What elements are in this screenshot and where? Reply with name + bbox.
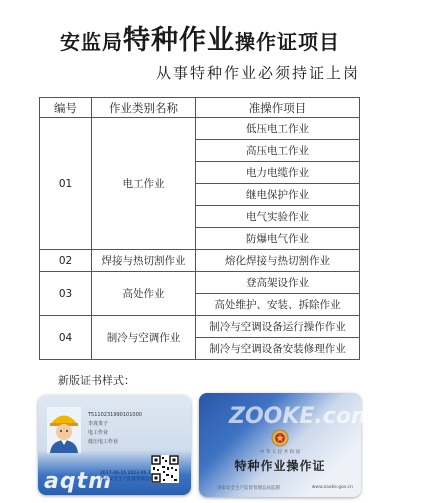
cell-no: 02 — [40, 250, 92, 272]
dates-line: 2017-06-16 2023-06-15 — [100, 471, 154, 476]
id-number: T5110231990101000 — [88, 412, 142, 418]
cell-category: 制冷与空调作业 — [92, 316, 196, 360]
cell-item: 制冷与空调设备运行操作作业 — [196, 316, 360, 338]
qr-code-icon — [151, 455, 179, 483]
name-field: 李真贵子 — [88, 421, 109, 427]
cell-item: 高压电工作业 — [196, 140, 360, 162]
republic-text: 中 华 人 民 共 和 国 — [259, 450, 301, 455]
cell-no: 01 — [40, 118, 92, 250]
cell-item: 继电保护作业 — [196, 184, 360, 206]
cell-category: 高处作业 — [92, 272, 196, 316]
operation-items-table — [39, 97, 360, 360]
type-field: 电工作业 — [88, 430, 109, 436]
watermark: ZOOKE.com 考客 — [229, 404, 426, 429]
cell-item: 防爆电气作业 — [196, 228, 360, 250]
new-certificate-card — [199, 393, 426, 497]
cell-no: 03 — [40, 272, 92, 316]
item-field: 低压电工作业 — [88, 439, 119, 445]
worker-photo — [47, 407, 81, 453]
cell-item: 登高架设作业 — [196, 272, 360, 294]
cell-item: 电气实验作业 — [196, 206, 360, 228]
title-part-2: 特种作业 — [123, 25, 235, 56]
subtitle: 从事特种作业必须持证上岗 — [155, 64, 360, 82]
cell-item: 高处维护、安装、拆除作业 — [196, 294, 360, 316]
cell-item: 制冷与空调设备安装修理作业 — [196, 338, 360, 360]
cell-no: 04 — [40, 316, 92, 360]
issuer-line: 国家安全生产监督管理总局 — [100, 477, 154, 482]
page-title — [0, 18, 400, 57]
table-header-row — [40, 98, 360, 118]
cell-category: 电工作业 — [92, 118, 196, 250]
certificate-title: 特种作业操作证 — [234, 459, 326, 473]
cell-item: 熔化焊接与热切割作业 — [196, 250, 360, 272]
header-no: 编号 — [40, 98, 92, 118]
old-certificate-card — [38, 395, 191, 495]
national-emblem-icon — [271, 429, 289, 447]
table-row — [40, 118, 360, 140]
table-row — [40, 316, 360, 338]
new-certificate-note: 新版证书样式： — [58, 374, 135, 387]
cell-category: 焊接与热切割作业 — [92, 250, 196, 272]
old-card-fields — [88, 411, 142, 447]
table-row — [40, 250, 360, 272]
aqtm-logo: aqtm — [44, 469, 113, 494]
header-category: 作业类别名称 — [92, 98, 196, 118]
header-items: 准操作项目 — [196, 98, 360, 118]
table-row — [40, 272, 360, 294]
old-card-meta — [100, 471, 154, 483]
title-part-1: 安监局 — [60, 30, 123, 54]
cell-item: 低压电工作业 — [196, 118, 360, 140]
cell-item: 电力电缆作业 — [196, 162, 360, 184]
card-site: www.zooke.gov.cn — [311, 485, 353, 490]
card-issuer: 国家安全生产监督管理总局监制 — [217, 486, 280, 491]
title-part-3: 操作证项目 — [235, 30, 340, 54]
